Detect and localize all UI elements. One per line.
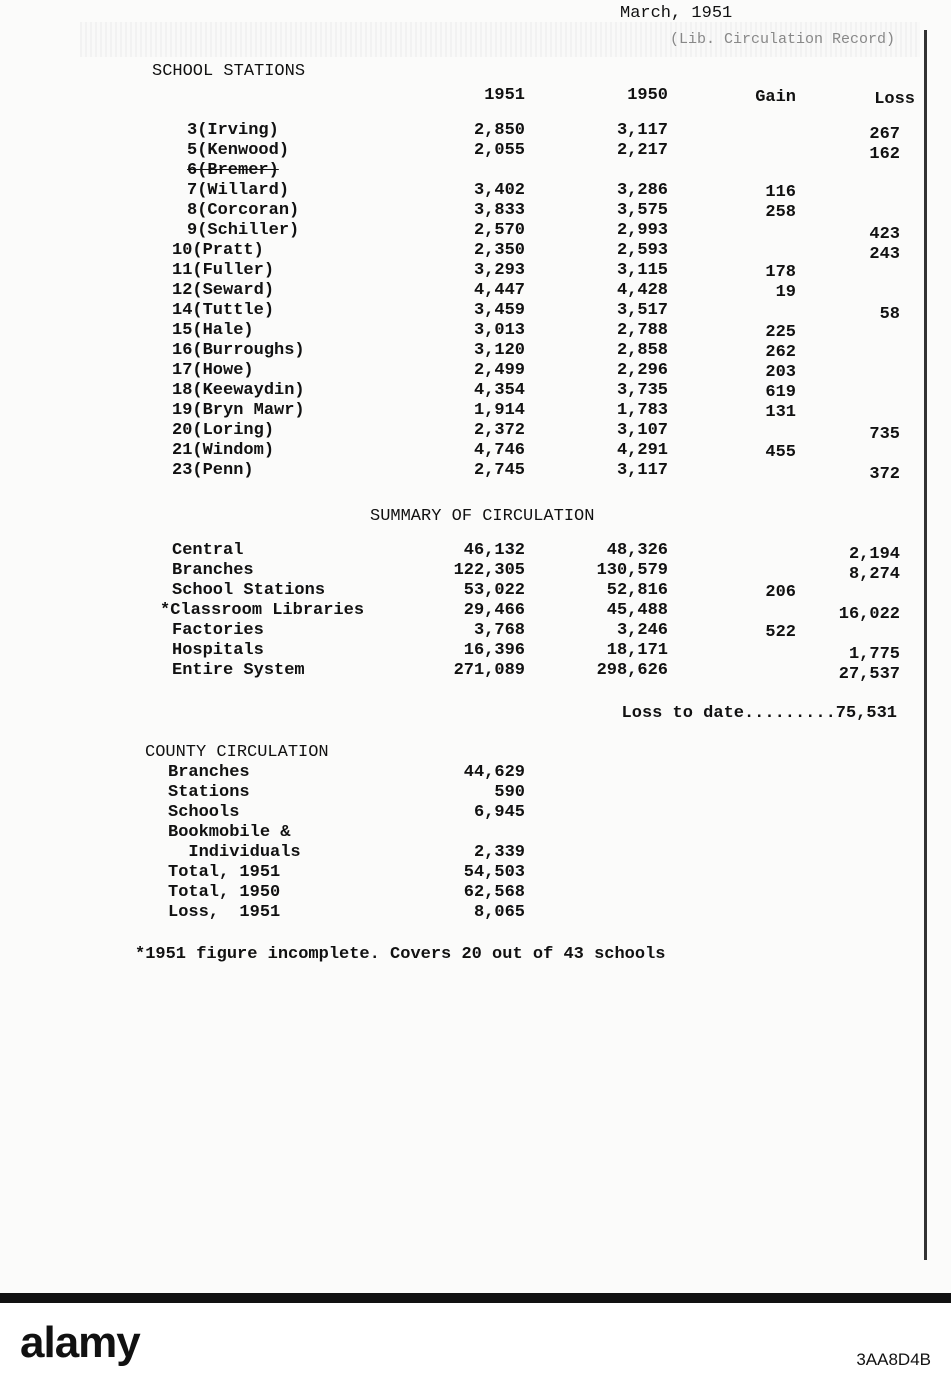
value-1950: 1,783 [616, 401, 668, 420]
value-1950: 4,428 [616, 281, 668, 300]
value-1950: 45,488 [606, 601, 668, 620]
value-1951: 16,396 [463, 641, 525, 660]
value-1950: 2,593 [616, 241, 668, 260]
value-gain: 206 [765, 583, 796, 602]
value-1951: 4,447 [473, 281, 525, 300]
row-name: *Classroom Libraries [160, 601, 365, 620]
page-edge [924, 30, 927, 1260]
county-row-value: 6,945 [473, 803, 525, 822]
footnote: *1951 figure incomplete. Covers 20 out of 43 schools [135, 945, 666, 964]
value-1950: 52,816 [606, 581, 668, 600]
value-1951: 4,354 [473, 381, 525, 400]
value-loss: 423 [869, 225, 900, 244]
value-1950: 298,626 [596, 661, 668, 680]
watermark-banner [0, 1303, 951, 1390]
row-name: 20(Loring) [172, 421, 275, 440]
image-code: 3AA8D4B [856, 1350, 931, 1369]
value-1951: 2,350 [473, 241, 525, 260]
value-1950: 2,993 [616, 221, 668, 240]
value-1951: 2,372 [473, 421, 525, 440]
value-loss: 372 [869, 465, 900, 484]
value-gain: 225 [765, 323, 796, 342]
summary-title: SUMMARY OF CIRCULATION [370, 507, 595, 526]
row-name: 9(Schiller) [187, 221, 300, 240]
row-name: Entire System [172, 661, 305, 680]
column-header-1951: 1951 [484, 86, 525, 105]
county-row-value: 8,065 [473, 903, 525, 922]
value-loss: 243 [869, 245, 900, 264]
row-name: 7(Willard) [187, 181, 290, 200]
county-row-value: 590 [494, 783, 525, 802]
row-name: School Stations [172, 581, 326, 600]
row-name: 11(Fuller) [172, 261, 275, 280]
column-header-gain: Gain [755, 88, 796, 107]
value-1951: 2,850 [473, 121, 525, 140]
alamy-logo: alamy [20, 1318, 140, 1367]
row-name: 16(Burroughs) [172, 341, 305, 360]
value-1951: 2,570 [473, 221, 525, 240]
row-name: 10(Pratt) [172, 241, 264, 260]
row-name: 21(Windom) [172, 441, 275, 460]
row-name: 14(Tuttle) [172, 301, 275, 320]
value-1951: 4,746 [473, 441, 525, 460]
county-row-value: 2,339 [473, 843, 525, 862]
column-header-loss: Loss [874, 90, 915, 109]
value-loss: 735 [869, 425, 900, 444]
value-1950: 3,117 [616, 121, 668, 140]
row-name: 3(Irving) [187, 121, 279, 140]
value-1950: 48,326 [606, 541, 668, 560]
value-1950: 130,579 [596, 561, 668, 580]
value-loss: 2,194 [848, 545, 900, 564]
value-1951: 46,132 [463, 541, 525, 560]
row-name: Hospitals [172, 641, 264, 660]
county-row-name: Stations [168, 783, 250, 802]
value-1950: 3,735 [616, 381, 668, 400]
value-1951: 271,089 [453, 661, 525, 680]
row-name: Central [172, 541, 244, 560]
value-gain: 619 [765, 383, 796, 402]
row-name: 19(Bryn Mawr) [172, 401, 305, 420]
row-name: 18(Keewaydin) [172, 381, 305, 400]
county-row-value: 54,503 [463, 863, 525, 882]
value-1951: 2,745 [473, 461, 525, 480]
value-loss: 16,022 [838, 605, 900, 624]
value-1950: 2,788 [616, 321, 668, 340]
value-gain: 455 [765, 443, 796, 462]
value-1950: 3,246 [616, 621, 668, 640]
county-row-value: 44,629 [463, 763, 525, 782]
value-loss: 162 [869, 145, 900, 164]
row-name: Factories [172, 621, 264, 640]
value-1950: 3,115 [616, 261, 668, 280]
value-1950: 3,286 [616, 181, 668, 200]
value-1950: 2,858 [616, 341, 668, 360]
value-gain: 522 [765, 623, 796, 642]
value-1950: 3,575 [616, 201, 668, 220]
value-1951: 3,402 [473, 181, 525, 200]
loss-to-date: Loss to date.........75,531 [621, 704, 897, 723]
county-row-name: Individuals [168, 843, 301, 862]
county-title: COUNTY CIRCULATION [145, 743, 329, 762]
column-header-1950: 1950 [627, 86, 668, 105]
value-1951: 3,459 [473, 301, 525, 320]
county-row-name: Loss, 1951 [168, 903, 281, 922]
value-1951: 2,499 [473, 361, 525, 380]
value-1951: 53,022 [463, 581, 525, 600]
value-1951: 2,055 [473, 141, 525, 160]
row-name: 6(Bremer) [187, 161, 279, 180]
value-1951: 3,768 [473, 621, 525, 640]
county-row-name: Total, 1951 [168, 863, 281, 882]
row-name: 15(Hale) [172, 321, 254, 340]
scan-border [0, 1293, 951, 1303]
value-1950: 2,217 [616, 141, 668, 160]
value-1951: 122,305 [453, 561, 525, 580]
row-name: 23(Penn) [172, 461, 254, 480]
county-row-name: Bookmobile & [168, 823, 291, 842]
value-loss: 58 [879, 305, 900, 324]
value-loss: 27,537 [838, 665, 900, 684]
value-loss: 267 [869, 125, 900, 144]
row-name: 17(Howe) [172, 361, 254, 380]
value-1950: 2,296 [616, 361, 668, 380]
document-date: March, 1951 [620, 4, 733, 23]
value-gain: 178 [765, 263, 796, 282]
value-1951: 29,466 [463, 601, 525, 620]
row-name: 8(Corcoran) [187, 201, 300, 220]
value-1950: 3,517 [616, 301, 668, 320]
value-1951: 1,914 [473, 401, 525, 420]
value-1950: 3,107 [616, 421, 668, 440]
county-row-name: Total, 1950 [168, 883, 281, 902]
value-1950: 18,171 [606, 641, 668, 660]
value-loss: 1,775 [848, 645, 900, 664]
value-1950: 3,117 [616, 461, 668, 480]
value-1950: 4,291 [616, 441, 668, 460]
county-row-name: Schools [168, 803, 240, 822]
county-row-value: 62,568 [463, 883, 525, 902]
value-gain: 116 [765, 183, 796, 202]
value-gain: 262 [765, 343, 796, 362]
school-stations-title: SCHOOL STATIONS [152, 62, 306, 81]
value-gain: 131 [765, 403, 796, 422]
value-gain: 203 [765, 363, 796, 382]
value-1951: 3,013 [473, 321, 525, 340]
row-name: 12(Seward) [172, 281, 275, 300]
value-gain: 19 [775, 283, 796, 302]
value-1951: 3,833 [473, 201, 525, 220]
value-loss: 8,274 [848, 565, 900, 584]
value-1951: 3,120 [473, 341, 525, 360]
row-name: Branches [172, 561, 254, 580]
county-row-name: Branches [168, 763, 250, 782]
value-gain: 258 [765, 203, 796, 222]
faint-stamp: (Lib. Circulation Record) [670, 31, 896, 48]
value-1951: 3,293 [473, 261, 525, 280]
row-name: 5(Kenwood) [187, 141, 290, 160]
